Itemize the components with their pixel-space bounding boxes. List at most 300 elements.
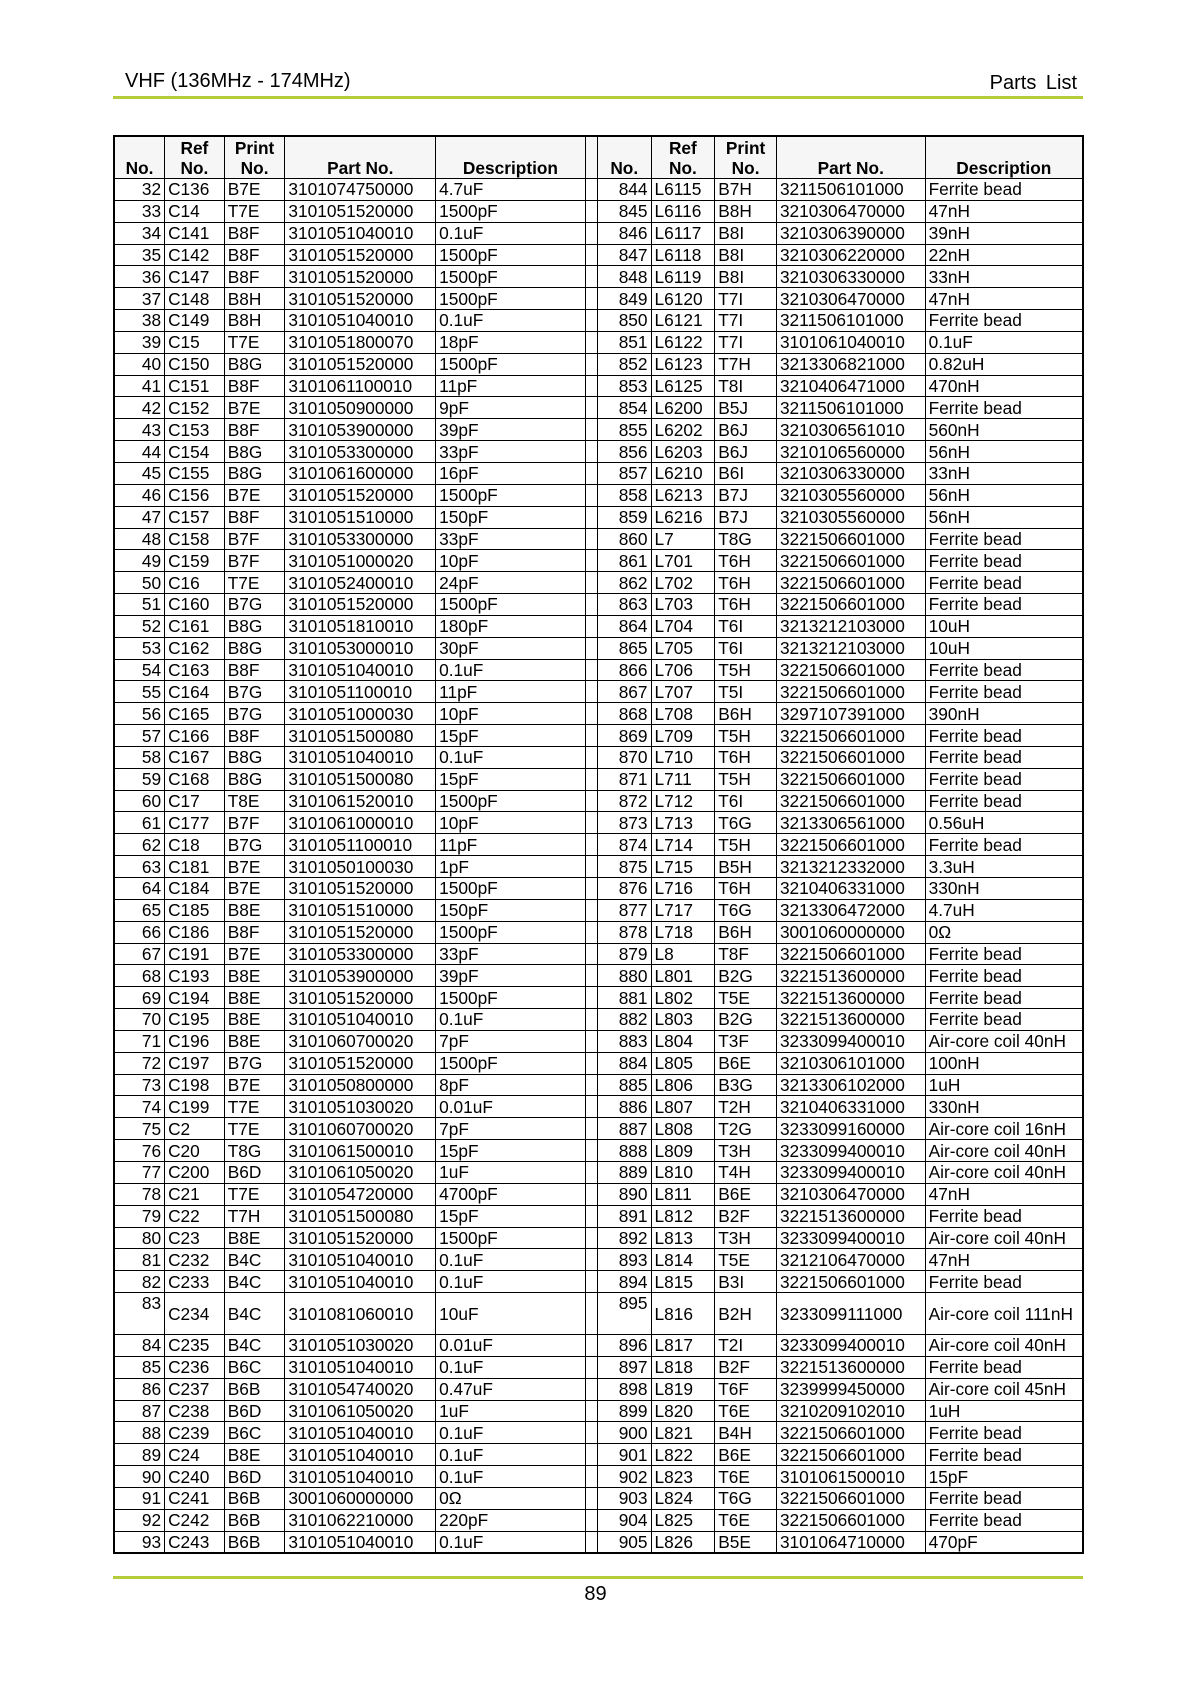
description-cell: Ferrite bead	[925, 1009, 1083, 1031]
part-no-cell: 3101061100010	[285, 375, 436, 397]
description-cell: Air-core coil 45nH	[925, 1378, 1083, 1400]
column-gap	[585, 331, 597, 353]
part-no-cell: 3210305560000	[776, 484, 925, 506]
header-rule	[113, 96, 1083, 99]
part-no-cell: 3213306561000	[776, 812, 925, 834]
column-gap	[585, 419, 597, 441]
table-row	[114, 397, 1083, 419]
column-gap	[585, 462, 597, 484]
ref-no-cell: L825	[651, 1509, 715, 1531]
column-gap	[585, 1509, 597, 1531]
ref-no-cell: C147	[165, 266, 225, 288]
table-row	[114, 1293, 1083, 1335]
column-gap	[585, 397, 597, 419]
item-no-cell: 887	[597, 1118, 651, 1140]
part-no-cell: 3210406471000	[776, 375, 925, 397]
item-no-cell: 47	[114, 506, 165, 528]
table-row	[114, 878, 1083, 900]
table-row	[114, 506, 1083, 528]
print-no-cell: B8E	[224, 1009, 285, 1031]
col-header-ref-no: Ref No.	[165, 136, 225, 179]
column-gap	[585, 1205, 597, 1227]
part-no-cell: 3101060700020	[285, 1118, 436, 1140]
description-cell: Ferrite bead	[925, 746, 1083, 768]
description-cell: 33nH	[925, 266, 1083, 288]
part-no-cell: 3101051520000	[285, 200, 436, 222]
print-no-cell: B7F	[224, 528, 285, 550]
ref-no-cell: C160	[165, 594, 225, 616]
print-no-cell: B8E	[224, 1444, 285, 1466]
part-no-cell: 3221506601000	[776, 746, 925, 768]
description-cell: 24pF	[436, 572, 586, 594]
part-no-cell: 3210306470000	[776, 200, 925, 222]
item-no-cell: 87	[114, 1400, 165, 1422]
print-no-cell: B7E	[224, 179, 285, 201]
print-no-cell: T6G	[715, 1487, 777, 1509]
part-no-cell: 3101061520010	[285, 790, 436, 812]
description-cell: 33pF	[436, 441, 586, 463]
print-no-cell: B6B	[224, 1509, 285, 1531]
print-no-cell: B6D	[224, 1466, 285, 1488]
description-cell: 33nH	[925, 462, 1083, 484]
column-gap	[585, 375, 597, 397]
table-row	[114, 1466, 1083, 1488]
ref-no-cell: C233	[165, 1271, 225, 1293]
print-no-cell: B7E	[224, 397, 285, 419]
description-cell: Ferrite bead	[925, 1444, 1083, 1466]
ref-no-cell: C156	[165, 484, 225, 506]
print-no-cell: T8G	[224, 1140, 285, 1162]
print-no-cell: B6B	[224, 1531, 285, 1553]
part-no-cell: 3101051520000	[285, 484, 436, 506]
ref-no-cell: L823	[651, 1466, 715, 1488]
item-no-cell: 89	[114, 1444, 165, 1466]
column-gap	[585, 1335, 597, 1357]
part-no-cell: 3101051810010	[285, 615, 436, 637]
ref-no-cell: C198	[165, 1074, 225, 1096]
item-no-cell: 50	[114, 572, 165, 594]
ref-no-cell: L716	[651, 878, 715, 900]
description-cell: 10uH	[925, 637, 1083, 659]
table-row	[114, 244, 1083, 266]
print-no-cell: T8G	[715, 528, 777, 550]
description-cell: Ferrite bead	[925, 768, 1083, 790]
part-no-cell: 3233099111000	[776, 1293, 925, 1335]
item-no-cell: 83	[114, 1293, 165, 1335]
ref-no-cell: L815	[651, 1271, 715, 1293]
column-gap	[585, 594, 597, 616]
part-no-cell: 3233099400010	[776, 1227, 925, 1249]
part-no-cell: 3101051500080	[285, 725, 436, 747]
table-row	[114, 1531, 1083, 1553]
description-cell: 30pF	[436, 637, 586, 659]
part-no-cell: 3221506601000	[776, 594, 925, 616]
description-cell: Ferrite bead	[925, 179, 1083, 201]
description-cell: Air-core coil 40nH	[925, 1335, 1083, 1357]
part-no-cell: 3233099400010	[776, 1161, 925, 1183]
column-gap	[585, 725, 597, 747]
item-no-cell: 62	[114, 834, 165, 856]
ref-no-cell: C142	[165, 244, 225, 266]
description-cell: 0.1uF	[436, 1009, 586, 1031]
column-gap	[585, 921, 597, 943]
description-cell: 1500pF	[436, 921, 586, 943]
print-no-cell: B7E	[224, 856, 285, 878]
column-gap	[585, 1356, 597, 1378]
description-cell: 10uF	[436, 1293, 586, 1335]
item-no-cell: 845	[597, 200, 651, 222]
part-no-cell: 3101061600000	[285, 462, 436, 484]
description-cell: 0.1uF	[436, 1422, 586, 1444]
print-no-cell: T3H	[715, 1140, 777, 1162]
description-cell: 560nH	[925, 419, 1083, 441]
part-no-cell: 3101051040010	[285, 1444, 436, 1466]
part-no-cell: 3210306470000	[776, 288, 925, 310]
description-cell: Ferrite bead	[925, 790, 1083, 812]
ref-no-cell: C177	[165, 812, 225, 834]
part-no-cell: 3101051520000	[285, 987, 436, 1009]
print-no-cell: B6J	[715, 419, 777, 441]
print-no-cell: B6C	[224, 1356, 285, 1378]
col-header-part-no: Part No.	[285, 136, 436, 179]
description-cell: 0.01uF	[436, 1096, 586, 1118]
column-gap	[585, 1227, 597, 1249]
description-cell: 15pF	[436, 725, 586, 747]
print-no-cell: B5H	[715, 856, 777, 878]
ref-no-cell: C185	[165, 899, 225, 921]
description-cell: 9pF	[436, 397, 586, 419]
item-no-cell: 896	[597, 1335, 651, 1357]
ref-no-cell: C167	[165, 746, 225, 768]
part-no-cell: 3101051040010	[285, 659, 436, 681]
ref-no-cell: L7	[651, 528, 715, 550]
description-cell: Air-core coil 16nH	[925, 1118, 1083, 1140]
part-no-cell: 3297107391000	[776, 703, 925, 725]
description-cell: 11pF	[436, 375, 586, 397]
ref-no-cell: L6210	[651, 462, 715, 484]
print-no-cell: T6I	[715, 637, 777, 659]
print-no-cell: B6E	[715, 1052, 777, 1074]
print-no-cell: B2F	[715, 1356, 777, 1378]
part-no-cell: 3213212103000	[776, 637, 925, 659]
print-no-cell: T6I	[715, 790, 777, 812]
print-no-cell: B3G	[715, 1074, 777, 1096]
description-cell: Ferrite bead	[925, 965, 1083, 987]
item-no-cell: 876	[597, 878, 651, 900]
print-no-cell: T3H	[715, 1227, 777, 1249]
print-no-cell: T7E	[224, 1096, 285, 1118]
item-no-cell: 63	[114, 856, 165, 878]
description-cell: 1uH	[925, 1400, 1083, 1422]
ref-no-cell: C197	[165, 1052, 225, 1074]
item-no-cell: 45	[114, 462, 165, 484]
print-no-cell: B8I	[715, 244, 777, 266]
table-row	[114, 572, 1083, 594]
description-cell: Ferrite bead	[925, 987, 1083, 1009]
col-header-ref-no: Ref No.	[651, 136, 715, 179]
column-gap	[585, 1140, 597, 1162]
part-no-cell: 3101051100010	[285, 681, 436, 703]
part-no-cell: 3210305560000	[776, 506, 925, 528]
ref-no-cell: C200	[165, 1161, 225, 1183]
column-gap	[585, 1378, 597, 1400]
column-gap	[585, 703, 597, 725]
part-no-cell: 3221506601000	[776, 725, 925, 747]
part-no-cell: 3001060000000	[285, 1487, 436, 1509]
description-cell: Ferrite bead	[925, 572, 1083, 594]
item-no-cell: 75	[114, 1118, 165, 1140]
part-no-cell: 3101074750000	[285, 179, 436, 201]
column-gap	[585, 899, 597, 921]
part-no-cell: 3101051000030	[285, 703, 436, 725]
print-no-cell: T6E	[715, 1509, 777, 1531]
print-no-cell: T6G	[715, 812, 777, 834]
print-no-cell: T7H	[224, 1205, 285, 1227]
ref-no-cell: C15	[165, 331, 225, 353]
part-no-cell: 3101061050020	[285, 1400, 436, 1422]
item-no-cell: 52	[114, 615, 165, 637]
description-cell: 10uH	[925, 615, 1083, 637]
part-no-cell: 3101051520000	[285, 266, 436, 288]
column-gap	[585, 200, 597, 222]
print-no-cell: T7H	[715, 353, 777, 375]
ref-no-cell: C194	[165, 987, 225, 1009]
print-no-cell: B8E	[224, 1227, 285, 1249]
ref-no-cell: L804	[651, 1030, 715, 1052]
item-no-cell: 868	[597, 703, 651, 725]
print-no-cell: B8F	[224, 725, 285, 747]
description-cell: 0.1uF	[436, 1531, 586, 1553]
ref-no-cell: C22	[165, 1205, 225, 1227]
item-no-cell: 851	[597, 331, 651, 353]
part-no-cell: 3210406331000	[776, 1096, 925, 1118]
description-cell: 1500pF	[436, 200, 586, 222]
table-row	[114, 331, 1083, 353]
ref-no-cell: L702	[651, 572, 715, 594]
part-no-cell: 3101051040010	[285, 1249, 436, 1271]
print-no-cell: T2G	[715, 1118, 777, 1140]
ref-no-cell: C166	[165, 725, 225, 747]
item-no-cell: 41	[114, 375, 165, 397]
table-row	[114, 746, 1083, 768]
ref-no-cell: C161	[165, 615, 225, 637]
print-no-cell: T7E	[224, 572, 285, 594]
ref-no-cell: L706	[651, 659, 715, 681]
description-cell: Air-core coil 40nH	[925, 1140, 1083, 1162]
item-no-cell: 38	[114, 310, 165, 332]
part-no-cell: 3101051800070	[285, 331, 436, 353]
description-cell: 15pF	[925, 1466, 1083, 1488]
part-no-cell: 3221513600000	[776, 1356, 925, 1378]
ref-no-cell: C162	[165, 637, 225, 659]
ref-no-cell: L704	[651, 615, 715, 637]
item-no-cell: 902	[597, 1466, 651, 1488]
table-row	[114, 637, 1083, 659]
item-no-cell: 894	[597, 1271, 651, 1293]
ref-no-cell: C241	[165, 1487, 225, 1509]
item-no-cell: 36	[114, 266, 165, 288]
item-no-cell: 61	[114, 812, 165, 834]
table-header-row	[114, 136, 1083, 179]
print-no-cell: B8G	[224, 353, 285, 375]
ref-no-cell: L6115	[651, 179, 715, 201]
part-no-cell: 3101051100010	[285, 834, 436, 856]
ref-no-cell: L710	[651, 746, 715, 768]
item-no-cell: 34	[114, 222, 165, 244]
item-no-cell: 56	[114, 703, 165, 725]
description-cell: 1500pF	[436, 288, 586, 310]
print-no-cell: B8F	[224, 921, 285, 943]
ref-no-cell: L6119	[651, 266, 715, 288]
part-no-cell: 3101061500010	[776, 1466, 925, 1488]
print-no-cell: T7E	[224, 1183, 285, 1205]
item-no-cell: 864	[597, 615, 651, 637]
item-no-cell: 92	[114, 1509, 165, 1531]
print-no-cell: T6E	[715, 1466, 777, 1488]
print-no-cell: B5J	[715, 397, 777, 419]
description-cell: 1500pF	[436, 484, 586, 506]
print-no-cell: B8G	[224, 746, 285, 768]
description-cell: 1500pF	[436, 353, 586, 375]
part-no-cell: 3101061040010	[776, 331, 925, 353]
table-row	[114, 375, 1083, 397]
ref-no-cell: C243	[165, 1531, 225, 1553]
print-no-cell: B7F	[224, 550, 285, 572]
print-no-cell: B8G	[224, 768, 285, 790]
item-no-cell: 74	[114, 1096, 165, 1118]
part-no-cell: 3213306472000	[776, 899, 925, 921]
print-no-cell: T7E	[224, 200, 285, 222]
print-no-cell: B8E	[224, 899, 285, 921]
part-no-cell: 3101052400010	[285, 572, 436, 594]
ref-no-cell: L824	[651, 1487, 715, 1509]
ref-no-cell: L712	[651, 790, 715, 812]
column-gap	[585, 1400, 597, 1422]
item-no-cell: 81	[114, 1249, 165, 1271]
description-cell: Air-core coil 111nH	[925, 1293, 1083, 1335]
ref-no-cell: L6118	[651, 244, 715, 266]
table-row	[114, 987, 1083, 1009]
print-no-cell: T5H	[715, 725, 777, 747]
item-no-cell: 862	[597, 572, 651, 594]
item-no-cell: 855	[597, 419, 651, 441]
table-row	[114, 288, 1083, 310]
ref-no-cell: L821	[651, 1422, 715, 1444]
description-cell: 22nH	[925, 244, 1083, 266]
description-cell: 1500pF	[436, 594, 586, 616]
column-gap	[585, 310, 597, 332]
item-no-cell: 84	[114, 1335, 165, 1357]
column-gap	[585, 1183, 597, 1205]
column-gap	[585, 572, 597, 594]
print-no-cell: T5E	[715, 987, 777, 1009]
table-row	[114, 484, 1083, 506]
print-no-cell: B7E	[224, 484, 285, 506]
ref-no-cell: L703	[651, 594, 715, 616]
ref-no-cell: C16	[165, 572, 225, 594]
print-no-cell: B8F	[224, 266, 285, 288]
item-no-cell: 883	[597, 1030, 651, 1052]
part-no-cell: 3101053300000	[285, 441, 436, 463]
table-row	[114, 1205, 1083, 1227]
ref-no-cell: L806	[651, 1074, 715, 1096]
column-gap	[585, 1161, 597, 1183]
column-gap	[585, 1030, 597, 1052]
description-cell: 0.1uF	[436, 222, 586, 244]
part-no-cell: 3101054740020	[285, 1378, 436, 1400]
item-no-cell: 66	[114, 921, 165, 943]
ref-no-cell: L820	[651, 1400, 715, 1422]
print-no-cell: T5H	[715, 834, 777, 856]
part-no-cell: 3213306821000	[776, 353, 925, 375]
item-no-cell: 91	[114, 1487, 165, 1509]
description-cell: Ferrite bead	[925, 1205, 1083, 1227]
print-no-cell: B6H	[715, 703, 777, 725]
print-no-cell: B7E	[224, 1074, 285, 1096]
print-no-cell: B6D	[224, 1161, 285, 1183]
table-row	[114, 1096, 1083, 1118]
print-no-cell: B2H	[715, 1293, 777, 1335]
description-cell: 1500pF	[436, 244, 586, 266]
part-no-cell: 3101051520000	[285, 1052, 436, 1074]
print-no-cell: T2H	[715, 1096, 777, 1118]
column-gap	[585, 878, 597, 900]
table-row	[114, 266, 1083, 288]
print-no-cell: T2I	[715, 1335, 777, 1357]
part-no-cell: 3211506101000	[776, 179, 925, 201]
column-gap	[585, 136, 597, 179]
print-no-cell: T6H	[715, 878, 777, 900]
part-no-cell: 3221506601000	[776, 572, 925, 594]
description-cell: Ferrite bead	[925, 1487, 1083, 1509]
description-cell: 47nH	[925, 1183, 1083, 1205]
part-no-cell: 3221506601000	[776, 1422, 925, 1444]
table-row	[114, 725, 1083, 747]
item-no-cell: 875	[597, 856, 651, 878]
print-no-cell: T5E	[715, 1249, 777, 1271]
item-no-cell: 893	[597, 1249, 651, 1271]
item-no-cell: 850	[597, 310, 651, 332]
item-no-cell: 852	[597, 353, 651, 375]
ref-no-cell: C238	[165, 1400, 225, 1422]
parts-table-body	[114, 179, 1083, 1554]
print-no-cell: B8F	[224, 222, 285, 244]
ref-no-cell: L718	[651, 921, 715, 943]
print-no-cell: B8F	[224, 506, 285, 528]
print-no-cell: B7F	[224, 812, 285, 834]
table-row	[114, 462, 1083, 484]
description-cell: 1500pF	[436, 987, 586, 1009]
column-gap	[585, 615, 597, 637]
description-cell: Ferrite bead	[925, 725, 1083, 747]
part-no-cell: 3221513600000	[776, 1009, 925, 1031]
description-cell: 1500pF	[436, 1052, 586, 1074]
ref-no-cell: L6116	[651, 200, 715, 222]
print-no-cell: B6J	[715, 441, 777, 463]
ref-no-cell: C234	[165, 1293, 225, 1335]
part-no-cell: 3101050100030	[285, 856, 436, 878]
table-row	[114, 659, 1083, 681]
item-no-cell: 903	[597, 1487, 651, 1509]
footer-rule	[113, 1576, 1083, 1579]
item-no-cell: 904	[597, 1509, 651, 1531]
table-row	[114, 1271, 1083, 1293]
description-cell: 15pF	[436, 768, 586, 790]
print-no-cell: B7E	[224, 878, 285, 900]
description-cell: 0.1uF	[436, 746, 586, 768]
item-no-cell: 874	[597, 834, 651, 856]
item-no-cell: 71	[114, 1030, 165, 1052]
